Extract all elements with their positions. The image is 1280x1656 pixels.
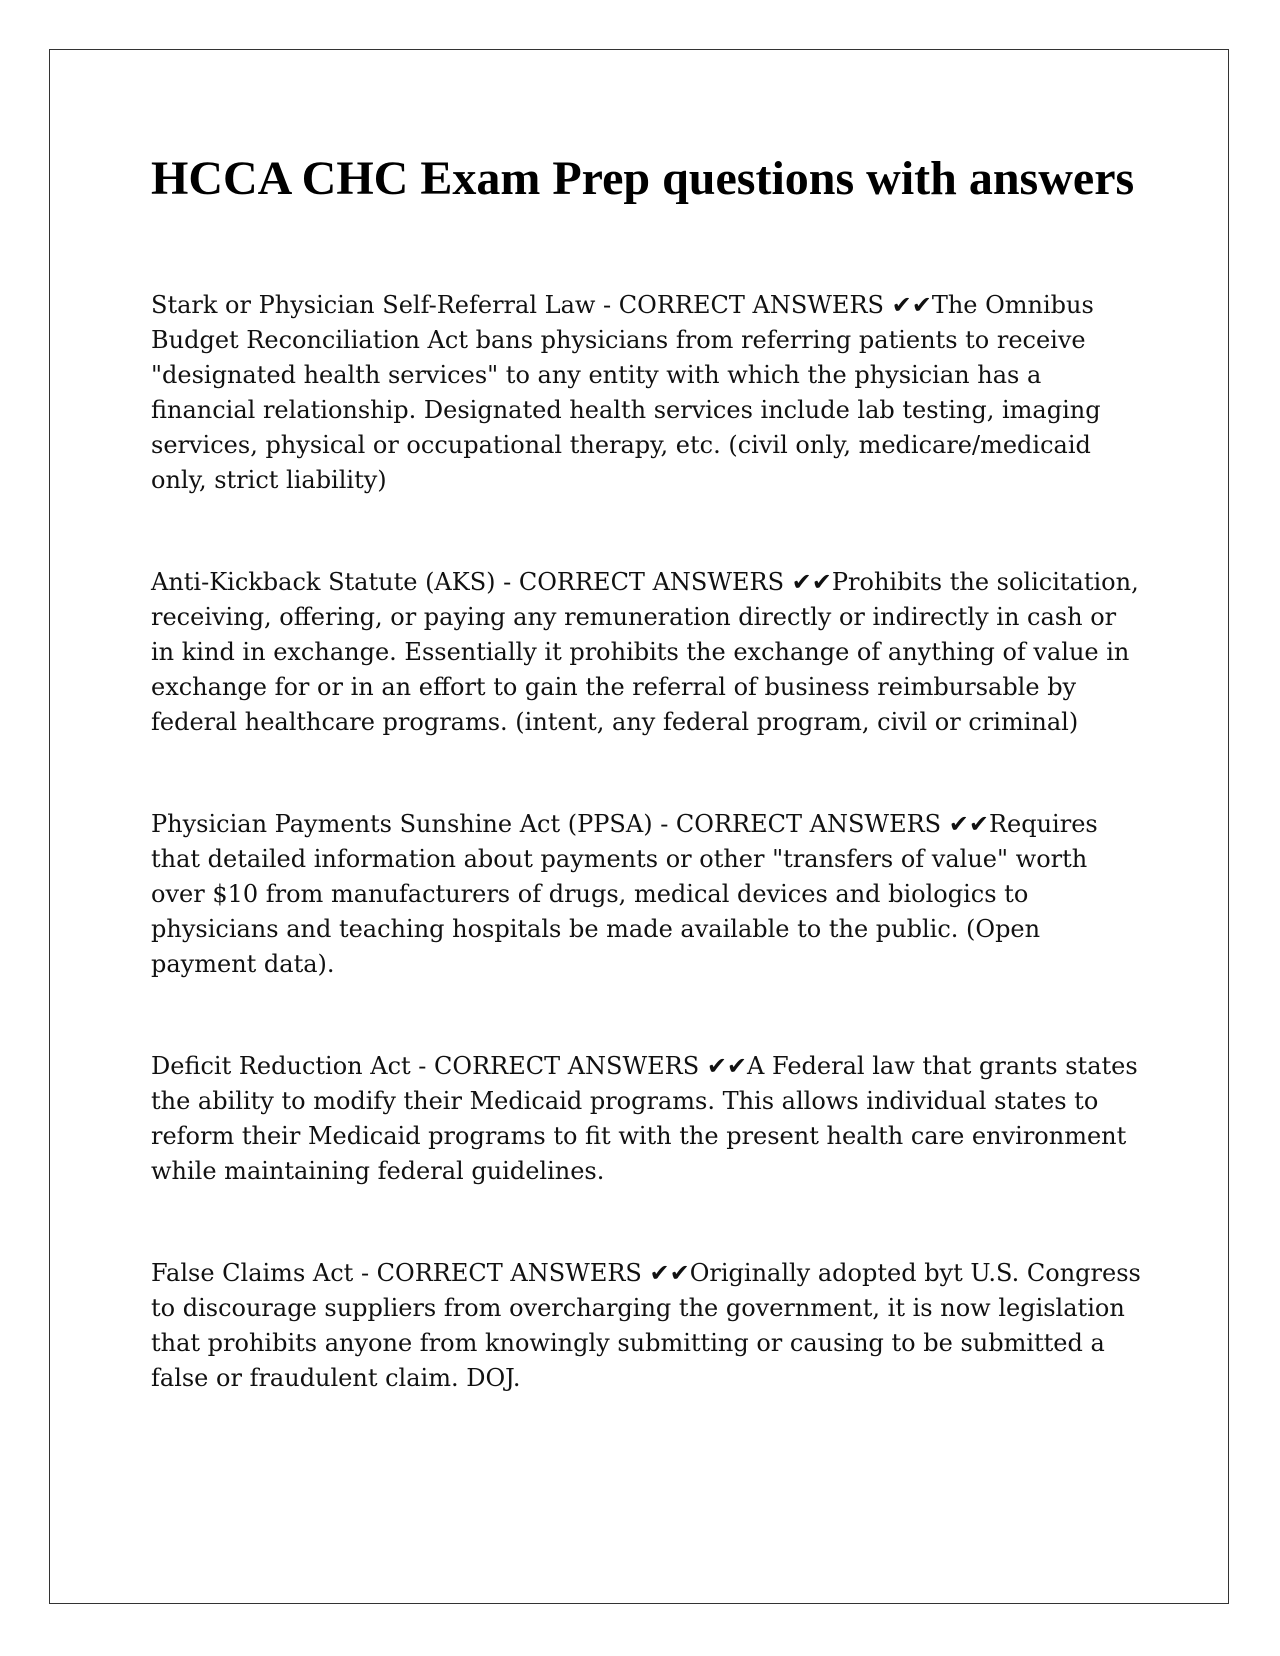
entry-answer: The Omnibus Budget Reconciliation Act bans physicians from referring patients to receive "designated health services" to any entity with which the physician has a financial relationship. Designated health services include lab testing, imaging services, physical or occupational therapy, etc. (civil only, medicare/medicaid only, strict liability) [151,291,1101,494]
document-title: HCCA CHC Exam Prep questions with answers [151,152,1135,205]
entry-term: Anti-Kickback Statute (AKS) [151,568,496,596]
qa-entry-deficit-reduction-act [151,1049,1141,1189]
entry-answer: Requires that detailed information about payments or other "transfers of value" worth over $10 from manufacturers of drugs, medical devices and biologics to physicians and teaching hospitals be made available to the public. (Open payment data). [151,810,1098,978]
entry-answer: A Federal law that grants states the ability to modify their Medicaid programs. This allows individual states to reform their Medicaid programs to fit with the present health care environment while maintaining federal guidelines. [151,1052,1138,1185]
entry-term: Physician Payments Sunshine Act (PPSA) [151,810,653,838]
entry-term: Deficit Reduction Act [151,1052,411,1080]
entry-term: Stark or Physician Self-Referral Law [151,291,596,319]
entry-answer: Originally adopted byt U.S. Congress to discourage suppliers from overcharging the government, it is now legislation that prohibits anyone from knowingly submitting or causing to be submitted a false or fraudulent claim. DOJ. [151,1259,1141,1392]
qa-entry-anti-kickback [151,565,1141,740]
entry-answer-marker: - CORRECT ANSWERS ✔✔ [410,1052,748,1080]
entry-answer-marker: - CORRECT ANSWERS ✔✔ [495,568,832,596]
entry-answer-marker: - CORRECT ANSWERS ✔✔ [353,1259,690,1287]
qa-entry-false-claims-act [151,1256,1141,1396]
entry-answer-marker: - CORRECT ANSWERS ✔✔ [652,810,989,838]
entry-term: False Claims Act [151,1259,354,1287]
qa-entry-sunshine-act [151,807,1141,982]
qa-entry-stark-law [151,288,1141,498]
entry-answer: Prohibits the solicitation, receiving, offering, or paying any remuneration directly or indirectly in cash or in kind in exchange. Essentially it prohibits the exchange of anything of value in exchange for or in an effort to gain the referral of business reimbursable by federal healthcare programs. (intent, any federal program, civil or criminal) [151,568,1139,736]
document-body [151,150,1141,1463]
entry-answer-marker: - CORRECT ANSWERS ✔✔ [595,291,932,319]
